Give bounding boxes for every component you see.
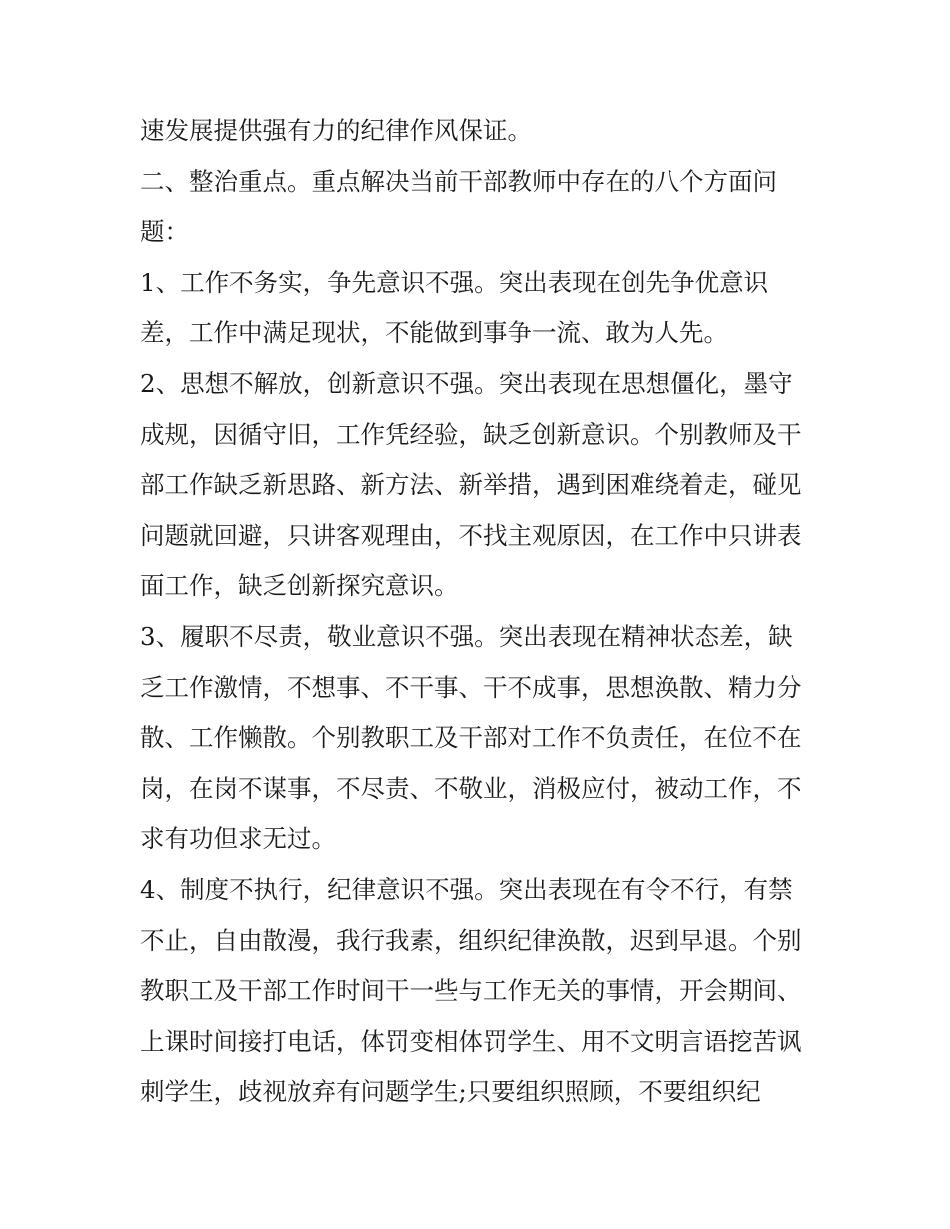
body-text bbox=[140, 106, 830, 1118]
text-line: 题： bbox=[140, 217, 189, 247]
text-line: 面工作，缺乏创新探究意识。 bbox=[140, 571, 459, 601]
text-line: 岗，在岗不谋事，不尽责、不敬业，消极应付，被动工作，不 bbox=[140, 773, 802, 803]
text-line: 上课时间接打电话，体罚变相体罚学生、用不文明言语挖苦讽 bbox=[140, 1026, 802, 1056]
text-line: 教职工及干部工作时间干一些与工作无关的事情，开会期间、 bbox=[140, 976, 802, 1006]
text-line: 速发展提供强有力的纪律作风保证。 bbox=[140, 116, 532, 145]
text-line: 刺学生，歧视放弃有问题学生;只要组织照顾，不要组织纪 bbox=[140, 1077, 761, 1107]
text-line: 求有功但求无过。 bbox=[140, 824, 336, 854]
text-line: 乏工作激情，不想事、不干事、干不成事，思想涣散、精力分 bbox=[140, 672, 802, 702]
text-line: 部工作缺乏新思路、新方法、新举措，遇到困难绕着走，碰见 bbox=[140, 470, 802, 500]
text-line: 差，工作中满足现状，不能做到事争一流、敢为人先。 bbox=[140, 318, 728, 348]
text-line: 二、整治重点。重点解决当前干部教师中存在的八个方面问 bbox=[140, 166, 777, 196]
text-line: 4、制度不执行，纪律意识不强。突出表现在有令不行，有禁 bbox=[140, 874, 793, 904]
text-line: 2、思想不解放，创新意识不强。突出表现在思想僵化，墨守 bbox=[140, 368, 793, 398]
text-line: 不止，自由散漫，我行我素，组织纪律涣散，迟到早退。个别 bbox=[140, 925, 802, 955]
text-line: 1、工作不务实，争先意识不强。突出表现在创先争优意识 bbox=[140, 267, 769, 297]
text-line: 3、履职不尽责，敬业意识不强。突出表现在精神状态差，缺 bbox=[140, 621, 793, 651]
text-line: 散、工作懒散。个别教职工及干部对工作不负责任，在位不在 bbox=[140, 723, 802, 753]
text-line: 成规，因循守旧，工作凭经验，缺乏创新意识。个别教师及干 bbox=[140, 419, 802, 449]
text-line: 问题就回避，只讲客观理由，不找主观原因，在工作中只讲表 bbox=[140, 520, 802, 550]
